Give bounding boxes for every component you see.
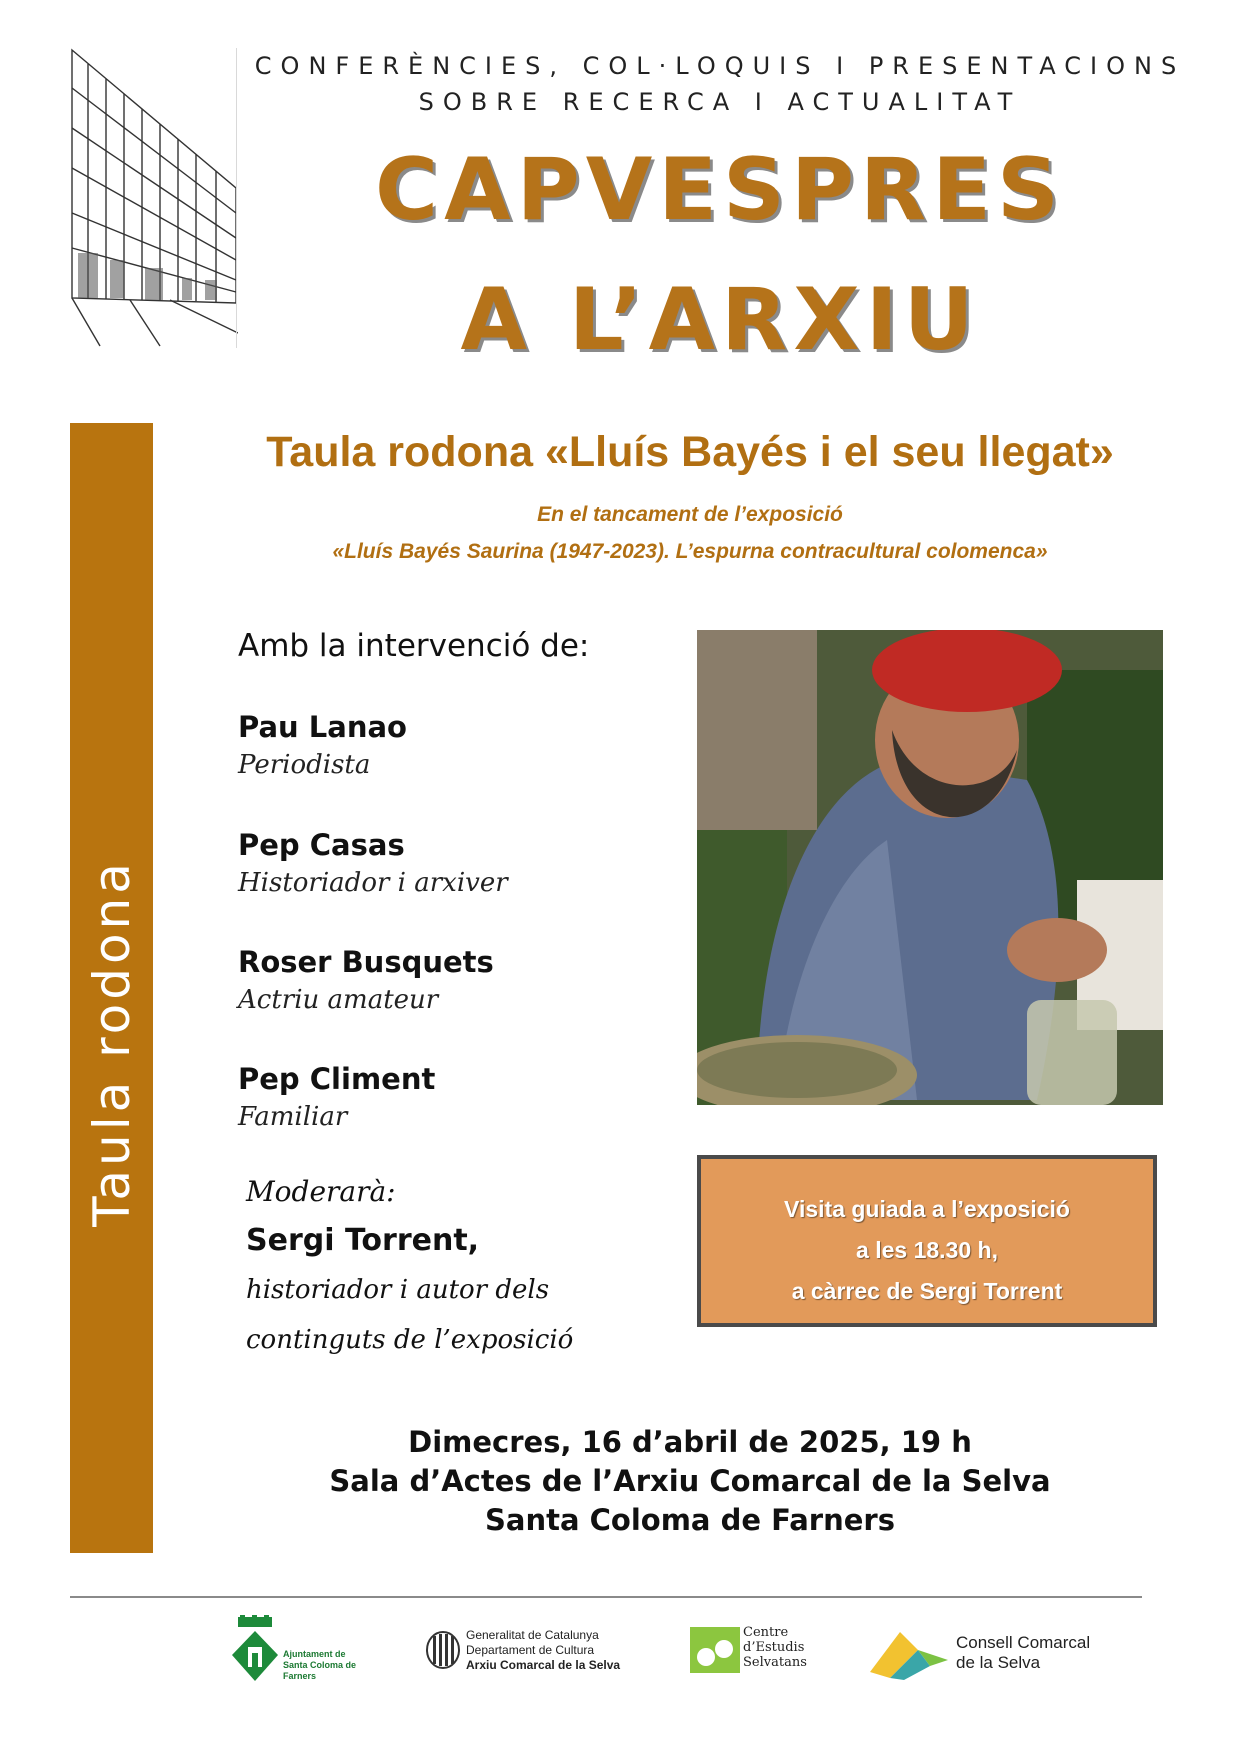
cese-text-line2: d’Estudis bbox=[743, 1640, 805, 1655]
guided-visit-line1: Visita guiada a l’exposició bbox=[784, 1196, 1070, 1222]
guided-visit-line2: a les 18.30 h, bbox=[856, 1237, 998, 1263]
ajuntament-text-line1: Ajuntament de bbox=[283, 1649, 346, 1659]
generalitat-text-line2: Departament de Cultura bbox=[466, 1643, 595, 1657]
ajuntament-logo bbox=[230, 1615, 390, 1690]
ajuntament-text-line2: Santa Coloma de Farners bbox=[283, 1660, 357, 1681]
speakers-intro: Amb la intervenció de: bbox=[238, 628, 590, 664]
archive-building-illustration bbox=[70, 48, 238, 348]
main-title-line2: A L’ARXIU bbox=[460, 270, 980, 370]
moderator-description-line2: continguts de l’exposició bbox=[246, 1325, 574, 1355]
guided-visit-line3: a càrrec de Sergi Torrent bbox=[791, 1278, 1063, 1304]
cese-logo bbox=[690, 1625, 820, 1685]
footer-divider bbox=[70, 1596, 1142, 1598]
generalitat-logo bbox=[425, 1628, 625, 1678]
ajuntament-emblem-icon bbox=[230, 1615, 280, 1685]
event-subtitle-line1: En el tancament de l’exposició bbox=[537, 503, 843, 526]
speaker-name: Pep Climent bbox=[238, 1062, 436, 1096]
series-title-line2: SOBRE RECERCA I ACTUALITAT bbox=[418, 88, 1022, 116]
series-title-line1: CONFERÈNCIES, COL·LOQUIS I PRESENTACIONS bbox=[254, 52, 1186, 80]
moderator-name: Sergi Torrent, bbox=[246, 1223, 480, 1258]
cese-text-line3: Selvatans bbox=[743, 1655, 807, 1670]
event-date: Dimecres, 16 d’abril de 2025, 19 h bbox=[408, 1425, 972, 1459]
cese-emblem-icon bbox=[690, 1627, 740, 1679]
moderator-description-line1: historiador i autor dels bbox=[246, 1275, 550, 1305]
event-title: Taula rodona «Lluís Bayés i el seu llegat» bbox=[266, 428, 1114, 476]
speaker-role: Familiar bbox=[238, 1102, 348, 1132]
consell-emblem-icon bbox=[870, 1630, 950, 1680]
speaker-name: Roser Busquets bbox=[238, 945, 494, 979]
header-divider bbox=[236, 48, 237, 348]
consell-comarcal-logo bbox=[870, 1625, 1100, 1685]
main-title-line1: CAPVESPRES bbox=[375, 140, 1065, 240]
consell-text-line1: Consell Comarcal bbox=[956, 1633, 1091, 1652]
event-subtitle-line2: «Lluís Bayés Saurina (1947-2023). L’espurna contracultural colomenca» bbox=[332, 540, 1048, 563]
vertical-bar bbox=[70, 423, 153, 1553]
portrait-photo bbox=[697, 630, 1163, 1105]
vertical-bar-label-container bbox=[70, 833, 153, 1253]
event-town: Santa Coloma de Farners bbox=[485, 1503, 895, 1537]
speaker-role: Actriu amateur bbox=[238, 985, 439, 1015]
cese-text-line1: Centre bbox=[743, 1625, 789, 1640]
generalitat-emblem-icon bbox=[425, 1630, 461, 1670]
speaker-name: Pep Casas bbox=[238, 828, 405, 862]
consell-text-line2: de la Selva bbox=[956, 1653, 1041, 1672]
event-venue: Sala d’Actes de l’Arxiu Comarcal de la Selva bbox=[329, 1464, 1051, 1498]
speaker-role: Historiador i arxiver bbox=[238, 868, 508, 898]
guided-visit-box bbox=[697, 1155, 1157, 1327]
generalitat-text-line1: Generalitat de Catalunya bbox=[466, 1628, 599, 1642]
moderator-label: Moderarà: bbox=[246, 1175, 396, 1208]
speaker-name: Pau Lanao bbox=[238, 710, 407, 744]
vertical-bar-label: Taula rodona bbox=[82, 859, 141, 1227]
generalitat-text-line3: Arxiu Comarcal de la Selva bbox=[466, 1658, 621, 1672]
speaker-role: Periodista bbox=[238, 750, 371, 780]
